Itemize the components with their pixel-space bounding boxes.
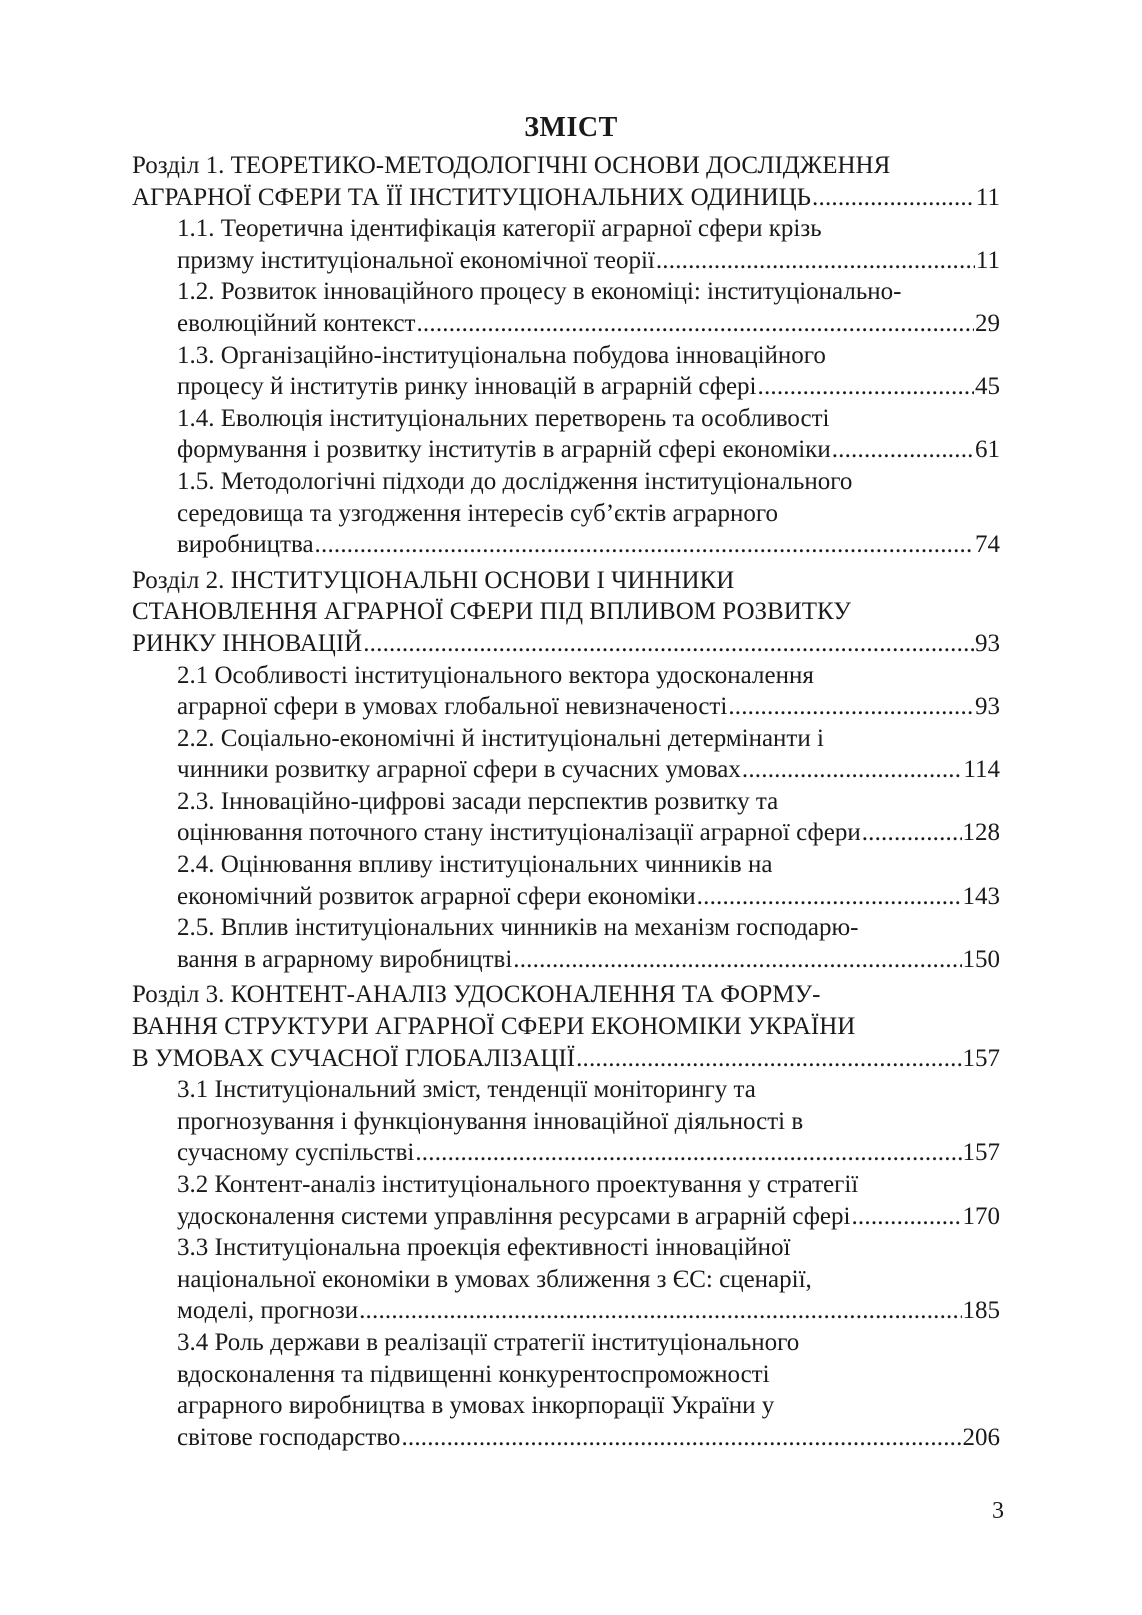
toc-entry-line: В УМОВАХ СУЧАСНОЇ ГЛОБАЛІЗАЦІЇ xyxy=(132,1044,576,1072)
toc-entry-last-line xyxy=(177,691,1000,723)
toc-entry-last-line xyxy=(177,817,1000,849)
toc-page-number: 128 xyxy=(962,819,1000,847)
toc-entry-line: призму інституціональної економічної теорії xyxy=(177,246,655,274)
toc-section-entry xyxy=(132,912,1000,975)
toc-page-number: 11 xyxy=(975,183,1000,211)
toc-entry-line: 3.4 Роль держави в реалізації стратегії інституціонального xyxy=(177,1328,800,1356)
toc-entry-line: 3.1 Інституціональний зміст, тенденції моніторингу та xyxy=(177,1076,756,1104)
toc-entry-line: 2.4. Оцінювання впливу інституціональних чинників на xyxy=(177,851,773,879)
toc-page-number: 74 xyxy=(975,531,1000,559)
toc-entry-line: процесу й інститутів ринку інновацій в аграрній сфері xyxy=(177,373,757,401)
toc-entry-line: Розділ 3. КОНТЕНТ-АНАЛІЗ УДОСКОНАЛЕННЯ ТА ФОРМУ- xyxy=(132,981,821,1009)
toc-entry-line: моделі, прогнози xyxy=(177,1297,359,1325)
dot-leader xyxy=(576,1043,961,1075)
toc-entry-line: 1.2. Розвиток інноваційного процесу в економіці: інституціонально- xyxy=(177,278,902,306)
dot-leader xyxy=(656,245,975,277)
toc-section-entry xyxy=(132,723,1000,786)
toc-entry-line: аграрного виробництва в умовах інкорпорації України у xyxy=(177,1392,775,1420)
toc-entry-line: сучасному суспільстві xyxy=(177,1139,415,1167)
toc-entry-line: національної економіки в умовах зближення з ЄС: сценарії, xyxy=(177,1265,812,1293)
toc-entry-last-line xyxy=(132,1043,1000,1075)
toc-entry-line: аграрної сфери в умовах глобальної невизначеності xyxy=(177,693,728,721)
toc-entry-line: вання в аграрному виробництві xyxy=(177,945,513,973)
toc-entry-line: світове господарство xyxy=(177,1423,401,1451)
dot-leader xyxy=(416,308,974,340)
dot-leader xyxy=(363,628,974,660)
toc-entry-line: середовища та узгодження інтересів суб’єктів аграрного xyxy=(177,499,778,527)
dot-leader xyxy=(862,817,962,849)
toc-page-number: 114 xyxy=(963,756,1000,784)
toc-entry-line: економічний розвиток аграрної сфери економіки xyxy=(177,882,696,910)
toc-page-number: 61 xyxy=(975,436,1000,464)
toc-entry-last-line xyxy=(177,308,1000,340)
table-of-contents xyxy=(132,150,1000,1453)
dot-leader xyxy=(812,182,975,214)
toc-entry-line: 2.5. Вплив інституціональних чинників на механізм господарю- xyxy=(177,914,859,942)
toc-entry-last-line xyxy=(132,182,1000,214)
toc-chapter-entry xyxy=(132,979,1000,1074)
toc-entry-last-line xyxy=(177,754,1000,786)
dot-leader xyxy=(728,691,974,723)
toc-entry-line: 3.3 Інституціональна проекція ефективності інноваційної xyxy=(177,1234,791,1262)
toc-page-number: 185 xyxy=(962,1297,1000,1325)
toc-entry-last-line xyxy=(177,881,1000,913)
dot-leader xyxy=(851,1201,961,1233)
toc-entry-line: Розділ 2. ІНСТИТУЦІОНАЛЬНІ ОСНОВИ І ЧИННИКИ xyxy=(132,566,735,594)
toc-chapter-entry xyxy=(132,150,1000,213)
toc-entry-last-line xyxy=(177,1295,1000,1327)
toc-page-number: 157 xyxy=(962,1139,1000,1167)
toc-page-number: 157 xyxy=(962,1044,1000,1072)
dot-leader xyxy=(832,434,974,466)
toc-entry-line: АГРАРНОЇ СФЕРИ ТА ЇЇ ІНСТИТУЦІОНАЛЬНИХ ОДИНИЦЬ xyxy=(132,183,812,211)
toc-entry-line: прогнозування і функціонування інноваційної діяльності в xyxy=(177,1107,804,1135)
toc-title: ЗМІСТ xyxy=(524,112,618,143)
toc-section-entry xyxy=(132,276,1000,339)
toc-page-number: 150 xyxy=(962,945,1000,973)
toc-entry-last-line xyxy=(177,1201,1000,1233)
toc-section-entry xyxy=(132,849,1000,912)
toc-section-entry xyxy=(132,1232,1000,1327)
toc-page-number: 11 xyxy=(975,246,1000,274)
toc-section-entry xyxy=(132,213,1000,276)
toc-section-entry xyxy=(132,1169,1000,1232)
toc-entry-last-line xyxy=(177,1137,1000,1169)
toc-section-entry xyxy=(132,786,1000,849)
toc-entry-last-line xyxy=(177,529,1000,561)
toc-section-entry xyxy=(132,1327,1000,1453)
toc-entry-line: вдосконалення та підвищенні конкурентоспроможності xyxy=(177,1360,770,1388)
toc-entry-line: 2.1 Особливості інституціонального вектора удосконалення xyxy=(177,661,814,689)
toc-entry-line: формування і розвитку інститутів в аграрній сфері економіки xyxy=(177,436,831,464)
toc-page-number: 93 xyxy=(975,629,1000,657)
dot-leader xyxy=(513,944,961,976)
dot-leader xyxy=(742,754,963,786)
toc-entry-last-line xyxy=(132,628,1000,660)
toc-entry-line: 1.4. Еволюція інституціональних перетворень та особливості xyxy=(177,404,830,432)
dot-leader xyxy=(415,1137,961,1169)
toc-section-entry xyxy=(132,660,1000,723)
dot-leader xyxy=(315,529,974,561)
toc-entry-last-line xyxy=(177,371,1000,403)
toc-page-number: 45 xyxy=(975,373,1000,401)
toc-entry-line: РИНКУ ІННОВАЦІЙ xyxy=(132,629,363,657)
toc-entry-line: оцінювання поточного стану інституціоналізації аграрної сфери xyxy=(177,819,861,847)
toc-entry-line: Розділ 1. ТЕОРЕТИКО-МЕТОДОЛОГІЧНІ ОСНОВИ ДОСЛІДЖЕННЯ xyxy=(132,152,891,179)
toc-entry-line: еволюційний контекст xyxy=(177,309,416,337)
toc-entry-line: 1.1. Теоретична ідентифікація категорії аграрної сфери крізь xyxy=(177,215,822,243)
toc-entry-line: 1.5. Методологічні підходи до дослідження інституціонального xyxy=(177,467,853,495)
toc-section-entry xyxy=(132,1074,1000,1169)
toc-page-number: 93 xyxy=(975,693,1000,721)
dot-leader xyxy=(359,1295,961,1327)
toc-entry-line: 1.3. Організаційно-інституціональна побудова інноваційного xyxy=(177,341,826,369)
toc-entry-line: СТАНОВЛЕННЯ АГРАРНОЇ СФЕРИ ПІД ВПЛИВОМ РОЗВИТКУ xyxy=(132,598,851,626)
page-number: 3 xyxy=(992,1498,1004,1524)
toc-entry-line: виробництва xyxy=(177,531,314,559)
toc-entry-line: ВАННЯ СТРУКТУРИ АГРАРНОЇ СФЕРИ ЕКОНОМІКИ УКРАЇНИ xyxy=(132,1013,856,1041)
toc-section-entry xyxy=(132,466,1000,561)
dot-leader xyxy=(401,1422,961,1454)
toc-entry-last-line xyxy=(177,944,1000,976)
toc-section-entry xyxy=(132,340,1000,403)
toc-entry-line: чинники розвитку аграрної сфери в сучасних умовах xyxy=(177,756,741,784)
dot-leader xyxy=(758,371,975,403)
toc-entry-line: 2.2. Соціально-економічні й інституціональні детермінанти і xyxy=(177,724,824,752)
toc-entry-last-line xyxy=(177,245,1000,277)
toc-chapter-entry xyxy=(132,565,1000,660)
toc-entry-line: 3.2 Контент-аналіз інституціонального проектування у стратегії xyxy=(177,1171,859,1198)
toc-page-number: 29 xyxy=(975,309,1000,337)
toc-entry-line: 2.3. Інноваційно-цифрові засади перспектив розвитку та xyxy=(177,787,779,815)
dot-leader xyxy=(697,881,962,913)
toc-entry-last-line xyxy=(177,1422,1000,1454)
toc-entry-last-line xyxy=(177,434,1000,466)
toc-entry-line: удосконалення системи управління ресурсами в аграрній сфері xyxy=(177,1202,851,1230)
toc-page-number: 206 xyxy=(962,1423,1000,1451)
toc-section-entry xyxy=(132,403,1000,466)
toc-page-number: 143 xyxy=(962,882,1000,910)
toc-page-number: 170 xyxy=(962,1202,1000,1230)
